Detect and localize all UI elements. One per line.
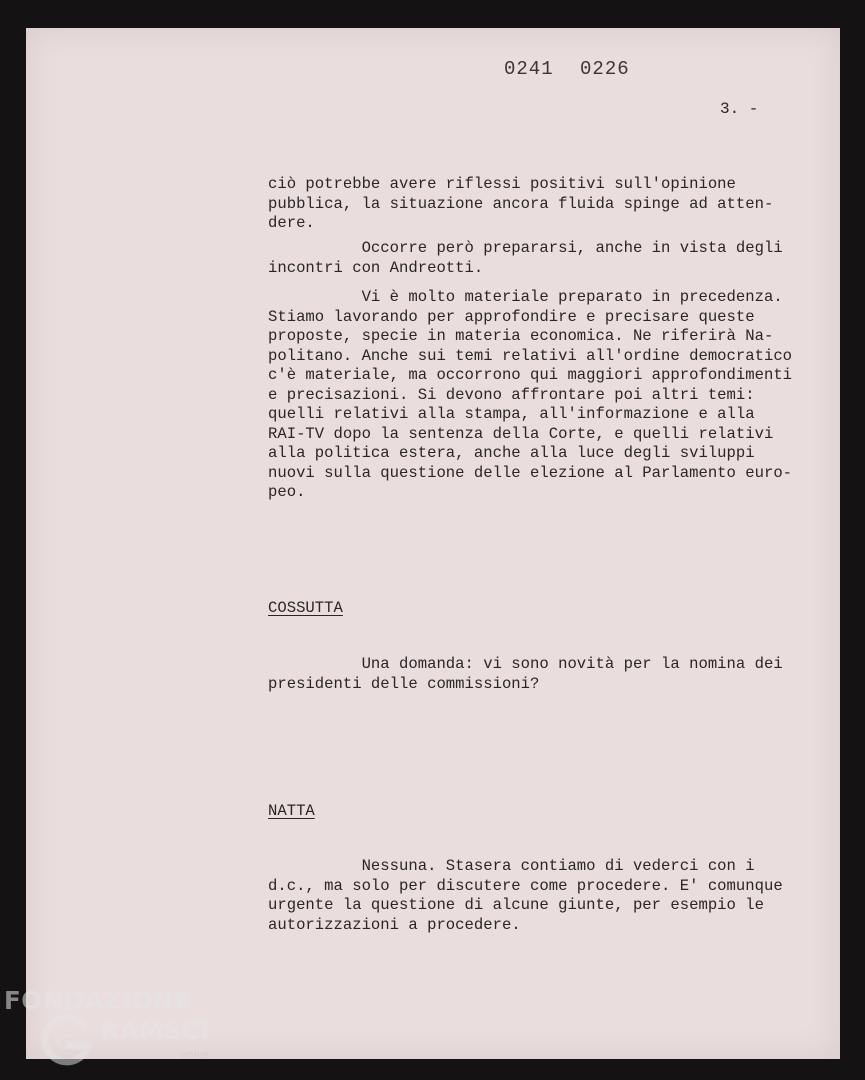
speaker-heading-natta: NATTA — [268, 802, 315, 820]
watermark-line-2: RAMSCI — [100, 1016, 210, 1045]
fondazione-gramsci-watermark — [4, 986, 234, 1080]
watermark-subtitle: onlus — [180, 1048, 210, 1061]
document-page — [26, 28, 840, 1059]
watermark-g-logo-icon — [38, 1012, 96, 1070]
page-number: 3. - — [720, 100, 759, 118]
watermark-initial: G — [55, 1031, 74, 1056]
speaker-heading-cossutta: COSSUTTA — [268, 599, 343, 617]
watermark-line-1: FONDAZIONE — [4, 986, 192, 1015]
paragraph-opening: ciò potrebbe avere riflessi positivi sull'opinione pubblica, la situazione ancora fluida spinge ad atten- dere. — [268, 175, 774, 232]
archive-number: 0241 0226 — [504, 58, 630, 80]
paragraph-preparation: Occorre però prepararsi, anche in vista degli incontri con Andreotti. — [268, 239, 783, 277]
paragraph-answer: Nessuna. Stasera contiamo di vederci con i d.c., ma solo per discutere come procedere. E' comunque urgente la questione di alcune giunte, per esempio le autorizzazioni a procedere. — [268, 857, 783, 934]
paragraph-question: Una domanda: vi sono novità per la nomina dei presidenti delle commissioni? — [268, 655, 783, 693]
paragraph-material: Vi è molto materiale preparato in precedenza. Stiamo lavorando per approfondire e precisare queste proposte, specie in materia economica. Ne riferirà Na- politano. Anche sui temi relativi all'ordine democratico c'è materiale, ma occorrono qui maggiori approfondimenti e precisazioni. Si devono affrontare poi altri temi: quelli relativi alla stampa, all'informazione e alla RAI-TV dopo la sentenza della Corte, e quelli relativi alla politica estera, anche alla luce degli sviluppi nuovi sulla questione delle elezione al Parlamento euro- peo. — [268, 288, 793, 501]
